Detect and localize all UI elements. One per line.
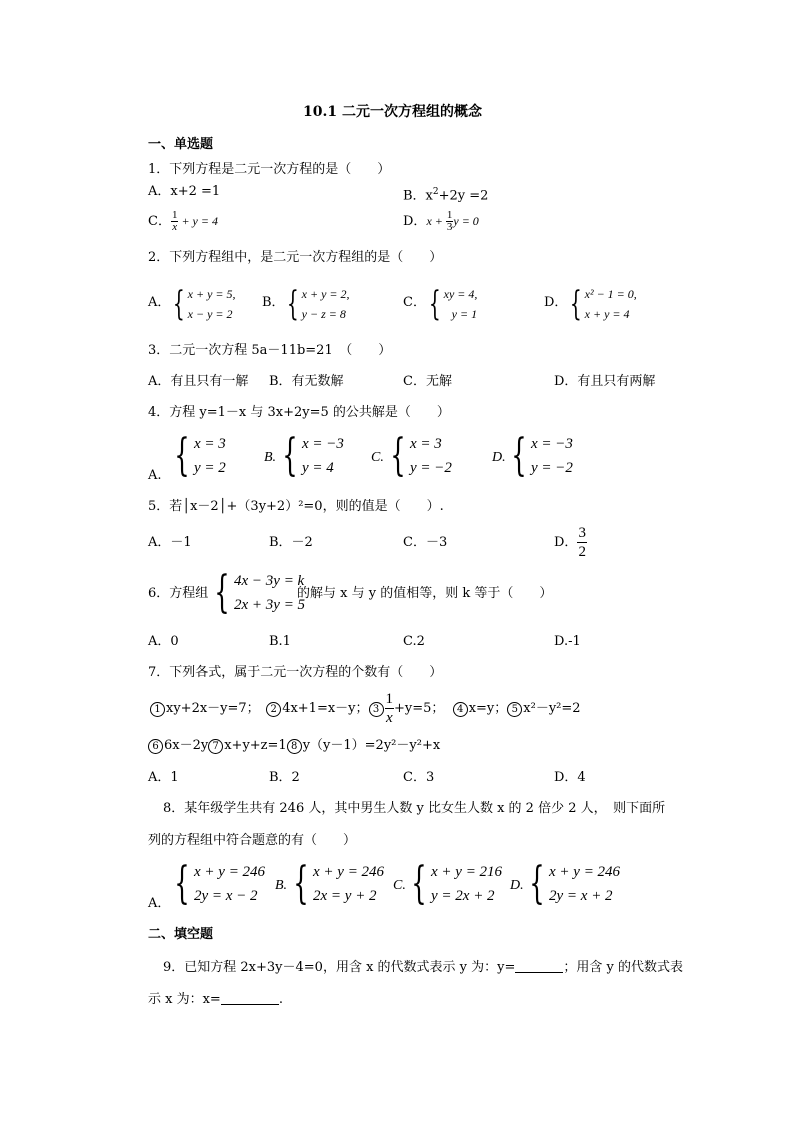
q8-stem-line2: 列的方程组中符合题意的有（ ） (148, 833, 357, 848)
q5-option-c: C．－3 (403, 535, 448, 550)
q7-option-c: C．3 (403, 770, 435, 785)
q8-stem-line1: 8．某年级学生共有 246 人，其中男生人数 y 比女生人数 x 的 2 倍少 2 人， 则下面所 (163, 801, 666, 816)
q9-line1: 9．已知方程 2x+3y－4=0，用含 x 的代数式表示 y 为：y= ；用含 y 的代数式表 (163, 960, 683, 975)
section-heading-fill-in: 二、填空题 (148, 927, 214, 942)
q7-stem: 7．下列各式，属于二元一次方程的个数有（ ） (148, 665, 443, 680)
q2-label-b: B． (262, 295, 285, 310)
page-title: 10.1 二元一次方程组的概念 (303, 104, 482, 120)
q4-option-a-system: { x = 3 y = 2 (174, 430, 226, 481)
q1-option-b: B．$x^2+2y =2$ (403, 187, 489, 204)
q2-label-a: A． (148, 295, 171, 310)
q8-label-d: D. (510, 878, 524, 893)
q5-stem: 5．若│x－2│+（3y+2）²=0，则的值是（ ）. (148, 499, 444, 514)
q4-label-a: A. (148, 468, 162, 483)
q1-stem: 1．下列方程是二元一次方程的是（ ） (148, 162, 391, 177)
q3-option-c: C．无解 (403, 374, 452, 389)
q6-system: { 4x − 3y = k 2x + 3y = 5 (214, 567, 306, 618)
q2-label-c: C． (403, 295, 426, 310)
q3-stem: 3．二元一次方程 5a－11b=21 （ ） (148, 343, 392, 358)
q7-option-b: B．2 (269, 770, 300, 785)
q8-option-b-system: { x + y = 246 2x = y + 2 (293, 858, 385, 909)
q4-option-d-system: { x = −3 y = −2 (511, 430, 573, 481)
q4-label-d: D. (492, 450, 506, 465)
q4-stem: 4．方程 y=1－x 与 3x+2y=5 的公共解是（ ） (148, 405, 450, 420)
q4-label-b: B. (264, 450, 277, 465)
q8-label-a: A． (148, 896, 171, 911)
section-heading-single-choice: 一、单选题 (148, 137, 214, 152)
q6-stem-prefix: 6．方程组 (148, 586, 209, 601)
q2-option-d-system: { x² − 1 = 0, x + y = 4 (569, 284, 637, 324)
q5-option-a: A．－1 (148, 535, 192, 550)
q2-option-b-system: { x + y = 2, y − z = 8 (286, 284, 350, 324)
q8-label-b: B. (275, 878, 288, 893)
q4-option-b-system: { x = −3 y = 4 (282, 430, 344, 481)
q8-option-a-system: { x + y = 246 2y = x − 2 (174, 858, 266, 909)
q2-option-c-system: { xy = 4, y = 1 (428, 284, 478, 324)
q4-label-c: C. (371, 450, 384, 465)
q6-option-b: B.1 (269, 634, 291, 649)
q6-stem-suffix: 的解与 x 与 y 的值相等，则 k 等于（ ） (297, 586, 553, 601)
q6-option-c: C.2 (403, 634, 425, 649)
q1-option-c: C． $\frac{1}{x}$ + y = 4 (148, 209, 218, 233)
q2-stem: 2．下列方程组中，是二元一次方程组的是（ ） (148, 250, 443, 265)
q2-option-a-system: { x + y = 5, x − y = 2 (172, 284, 236, 324)
q5-option-d: D． $\frac{3}{2}$ (554, 525, 586, 560)
q1-option-a: A．x+2 =1 (148, 184, 221, 199)
q7-option-d: D．4 (554, 770, 586, 785)
q9-blank-x[interactable] (221, 990, 279, 1005)
q9-line2: 示 x 为：x= . (148, 992, 283, 1007)
q3-option-a: A．有且只有一解 (148, 374, 249, 389)
q9-blank-y[interactable] (515, 958, 563, 973)
q5-option-b: B．－2 (269, 535, 313, 550)
q3-option-b: B．有无数解 (269, 374, 344, 389)
q4-option-c-system: { x = 3 y = −2 (390, 430, 452, 481)
q8-option-c-system: { x + y = 216 y = 2x + 2 (411, 858, 503, 909)
q3-option-d: D．有且只有两解 (554, 374, 656, 389)
q7-items-line2: 6 6x－2y 7 x+y+z=1 8 y（y－1）=2y²－y²+x (148, 738, 440, 754)
q8-label-c: C. (393, 878, 406, 893)
q2-label-d: D． (544, 295, 568, 310)
q6-option-a: A．0 (148, 634, 179, 649)
q8-option-d-system: { x + y = 246 2y = x + 2 (529, 858, 621, 909)
q1-option-d: D．x + $\frac{1}{3}$ y = 0 (403, 209, 479, 233)
q7-option-a: A．1 (148, 770, 179, 785)
q6-option-d: D.-1 (554, 634, 581, 649)
q7-items-line1: 1 xy+2x－y=7； 2 4x+1=x－y； 3 $\frac{1}{x}$ +y=5； 4 x=y； 5 x²－y²=2 (150, 690, 581, 728)
